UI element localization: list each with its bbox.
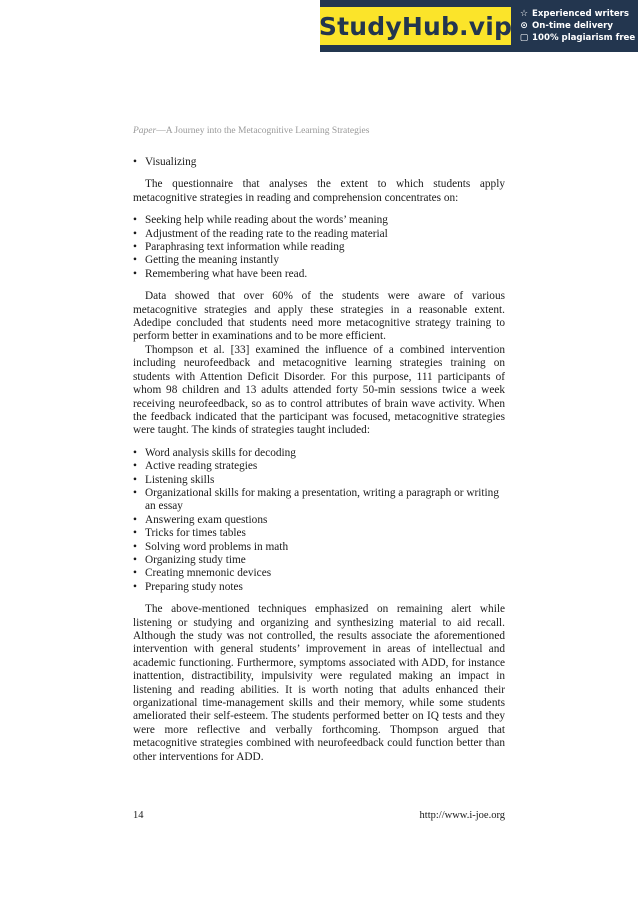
- feature-label: On-time delivery: [532, 21, 613, 31]
- list-item: • Organizational skills for making a presentation, writing a paragraph or writing an essay: [133, 487, 505, 514]
- running-head-title: A Journey into the Metacognitive Learning Strategies: [165, 126, 370, 136]
- feature-plagiarism-free: [519, 33, 638, 43]
- list-item: • Adjustment of the reading rate to the reading material: [133, 228, 505, 241]
- list-item: • Active reading strategies: [133, 460, 505, 473]
- list-item: • Preparing study notes: [133, 581, 505, 594]
- list-item: • Visualizing: [133, 156, 505, 169]
- page-footer: [133, 810, 505, 821]
- list-item: • Word analysis skills for decoding: [133, 447, 505, 460]
- page-number: 14: [133, 810, 144, 821]
- star-icon: ☆: [519, 9, 529, 19]
- list-item: • Getting the meaning instantly: [133, 254, 505, 267]
- running-head-separator: —: [156, 126, 166, 136]
- feature-label: Experienced writers: [532, 9, 630, 19]
- list-item: • Listening skills: [133, 474, 505, 487]
- list-item: • Tricks for times tables: [133, 527, 505, 540]
- studyhub-logo[interactable]: StudyHub.vip: [320, 7, 511, 45]
- banner-features: [511, 0, 638, 52]
- feature-on-time-delivery: [519, 21, 638, 31]
- feature-experienced-writers: [519, 9, 638, 19]
- bullet-list-top: [133, 156, 505, 169]
- list-item: • Seeking help while reading about the words’ meaning: [133, 214, 505, 227]
- list-item: • Creating mnemonic devices: [133, 567, 505, 580]
- list-item: • Organizing study time: [133, 554, 505, 567]
- running-head: [133, 126, 369, 136]
- running-head-label: Paper: [133, 126, 157, 136]
- paragraph: Data showed that over 60% of the students were aware of various metacognitive strategies and apply these strategies in a reasonable extent. Adedipe concluded that students need more metacognitive strategy training to perform better in examinations and to be more efficient.: [133, 290, 505, 343]
- document-icon: ▢: [519, 33, 529, 43]
- bullet-list-strategies: [133, 447, 505, 594]
- paragraph: Thompson et al. [33] examined the influence of a combined intervention including neurofeedback and metacognitive learning strategies training on students with Attention Deficit Disorder. For this purpose, 111 participants of whom 98 children and 13 adults attended forty 50-min sessions twice a week receiving neurofeedback, so as to control attributes of brain wave activity. When the feedback indicated that the participant was focused, metacognitive strategies were taught. The kinds of strategies taught included:: [133, 343, 505, 437]
- feature-label: 100% plagiarism free: [532, 33, 636, 43]
- list-item: • Remembering what have been read.: [133, 268, 505, 281]
- list-item: • Solving word problems in math: [133, 541, 505, 554]
- list-item: • Paraphrasing text information while reading: [133, 241, 505, 254]
- clock-icon: ⊙: [520, 21, 528, 31]
- studyhub-banner[interactable]: [320, 0, 638, 52]
- paragraph: The questionnaire that analyses the extent to which students apply metacognitive strategies in reading and comprehension concentrates on:: [133, 178, 505, 204]
- journal-url[interactable]: http://www.i-joe.org: [419, 810, 505, 821]
- bullet-list-questionnaire: [133, 214, 505, 281]
- list-item: • Answering exam questions: [133, 514, 505, 527]
- paragraph: The above-mentioned techniques emphasized on remaining alert while listening or studying and organizing and synthesizing material to aid recall. Although the study was not controlled, the results associate the aforementioned intervention with general students’ improvement in areas of intellectual and academic functioning. Furthermore, symptoms associated with ADD, for instance inattention, distractibility, impulsivity were regulated making an impact in listening and reading abilities. It is worth noting that adults enhanced their organizational time-management skills and their memory, while some students ameliorated their self-esteem. The students performed better on IQ tests and they were more reflective and verbally forthcoming. Thompson argued that metacognitive strategies combined with neurofeedback could function better than other interventions for ADD.: [133, 603, 505, 763]
- page-body: [133, 156, 505, 764]
